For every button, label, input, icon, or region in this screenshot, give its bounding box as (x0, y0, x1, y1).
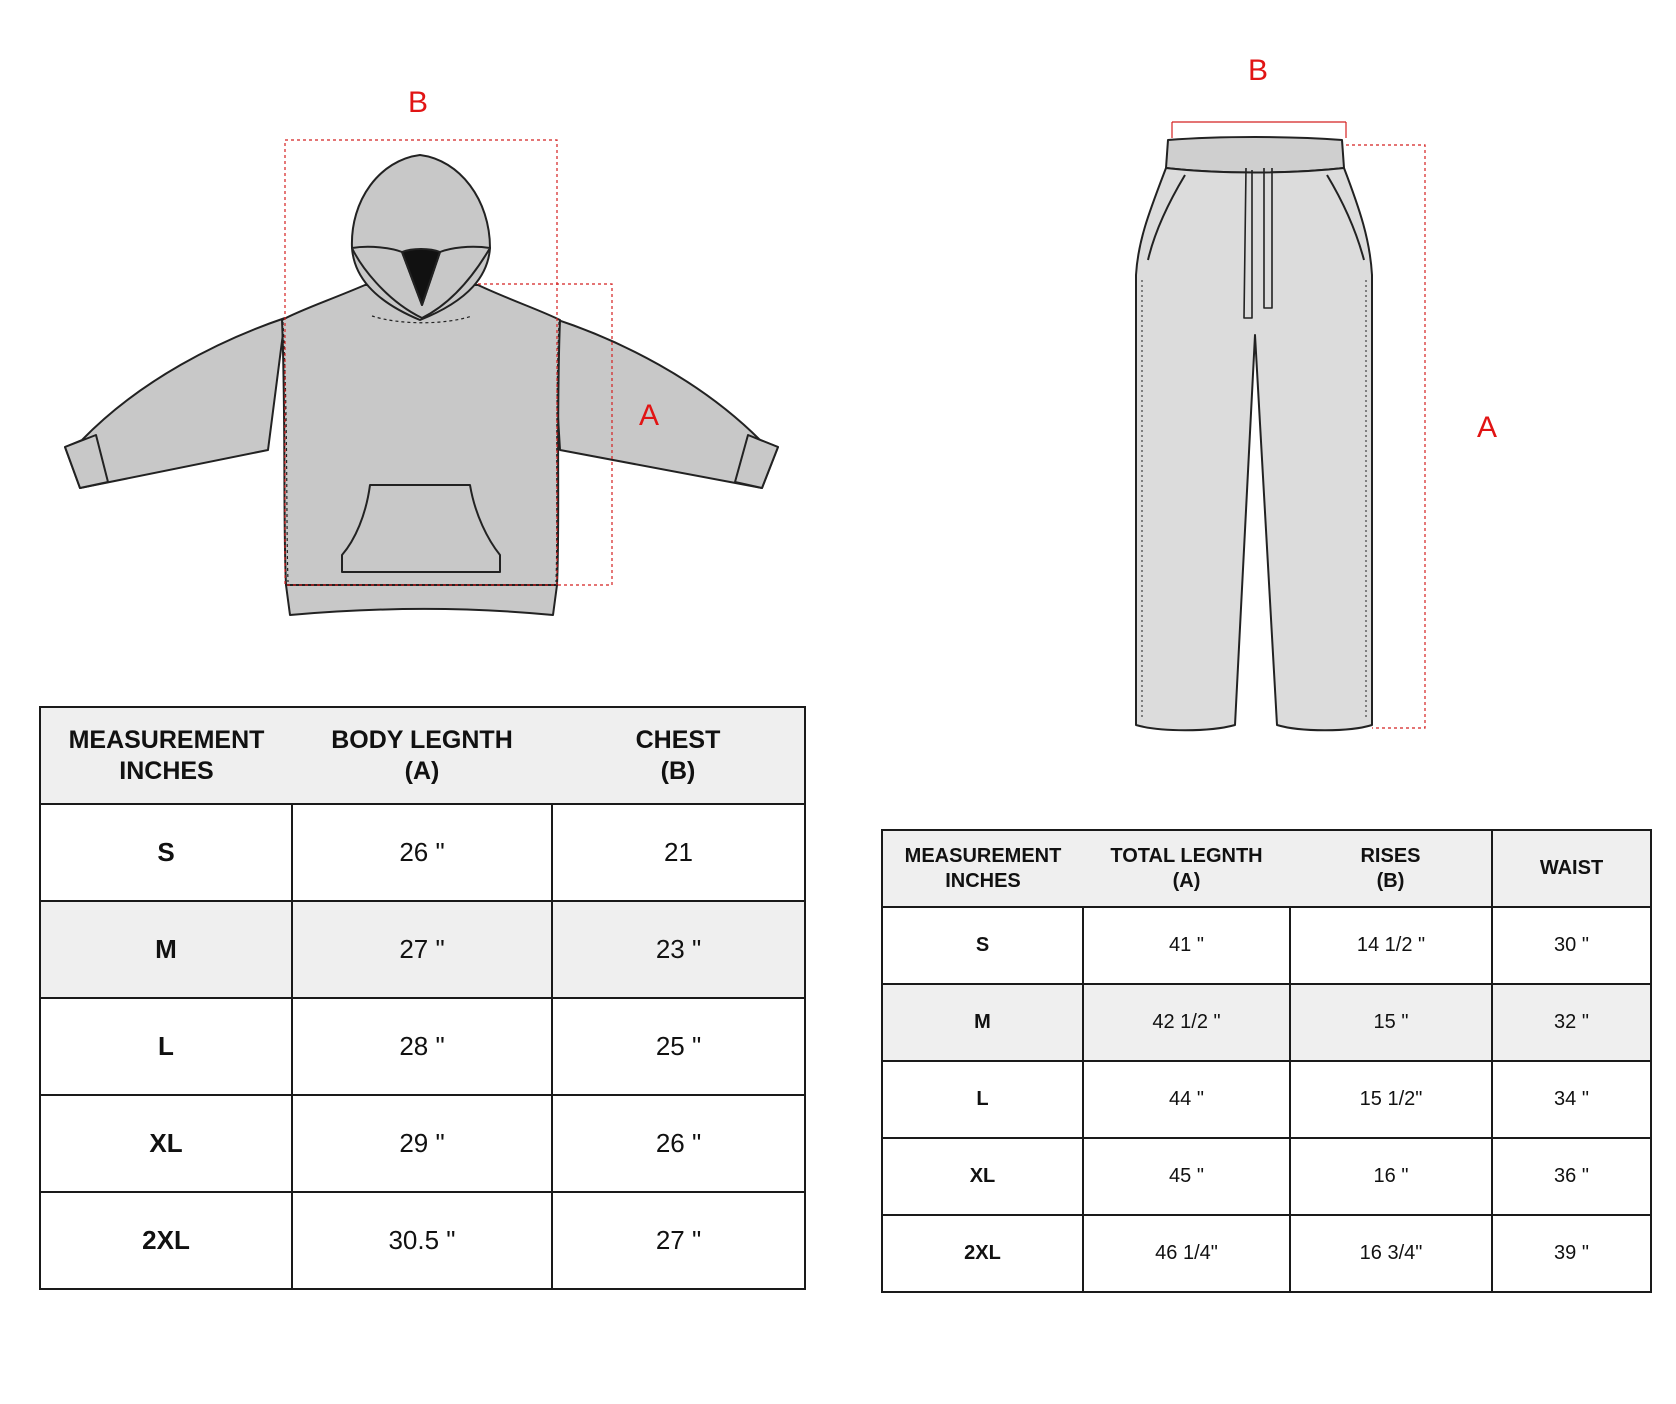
header-line: MEASUREMENT (68, 725, 265, 754)
waist-cell: 36 " (1492, 1138, 1651, 1215)
table-row (882, 1061, 1651, 1138)
waist-cell: 30 " (1492, 907, 1651, 984)
header-line: (A) (404, 756, 440, 785)
rises-cell: 14 1/2 " (1290, 907, 1492, 984)
table-row (40, 901, 805, 998)
size-cell: L (40, 998, 292, 1095)
size-cell: 2XL (40, 1192, 292, 1289)
header-line: MEASUREMENT (904, 844, 1062, 867)
table-row (40, 1192, 805, 1289)
waist-cell: 39 " (1492, 1215, 1651, 1292)
header-line: (B) (660, 756, 696, 785)
header-body-length (292, 707, 552, 804)
pants-length-marker: A (1476, 411, 1498, 444)
header-line: (A) (1172, 869, 1201, 892)
chest-cell: 25 " (552, 998, 805, 1095)
body-length-cell: 30.5 " (292, 1192, 552, 1289)
table-row (40, 998, 805, 1095)
size-cell: XL (40, 1095, 292, 1192)
table-row (882, 907, 1651, 984)
total-length-cell: 44 " (1083, 1061, 1290, 1138)
header-chest (552, 707, 805, 804)
header-line: BODY LEGNTH (331, 725, 513, 754)
header-measurement (40, 707, 292, 804)
total-length-cell: 41 " (1083, 907, 1290, 984)
header-line: TOTAL LEGNTH (1110, 844, 1263, 867)
waist-cell: 34 " (1492, 1061, 1651, 1138)
rises-cell: 16 3/4" (1290, 1215, 1492, 1292)
pants-waist-marker: B (1247, 54, 1269, 87)
header-line: INCHES (119, 756, 214, 785)
header-line: INCHES (945, 869, 1021, 892)
size-cell: 2XL (882, 1215, 1083, 1292)
size-cell: M (40, 901, 292, 998)
header-line: RISES (1360, 844, 1421, 867)
table-row (882, 984, 1651, 1061)
header-rises (1290, 830, 1492, 907)
pants-illustration (1136, 137, 1372, 730)
header-line: (B) (1376, 869, 1405, 892)
table-row (40, 1095, 805, 1192)
total-length-cell: 45 " (1083, 1138, 1290, 1215)
waist-cell: 32 " (1492, 984, 1651, 1061)
rises-cell: 15 " (1290, 984, 1492, 1061)
total-length-cell: 46 1/4" (1083, 1215, 1290, 1292)
chest-cell: 21 (552, 804, 805, 901)
hoodie-size-table (39, 706, 806, 1290)
rises-cell: 15 1/2" (1290, 1061, 1492, 1138)
body-length-cell: 27 " (292, 901, 552, 998)
chest-cell: 26 " (552, 1095, 805, 1192)
table-row (882, 1215, 1651, 1292)
body-length-cell: 26 " (292, 804, 552, 901)
size-cell: S (882, 907, 1083, 984)
total-length-cell: 42 1/2 " (1083, 984, 1290, 1061)
pants-size-table (881, 829, 1652, 1293)
hoodie-chest-marker: B (407, 86, 429, 119)
header-line: CHEST (635, 725, 721, 754)
table-header-row (882, 830, 1651, 907)
rises-cell: 16 " (1290, 1138, 1492, 1215)
size-cell: XL (882, 1138, 1083, 1215)
size-cell: M (882, 984, 1083, 1061)
header-total-length (1083, 830, 1290, 907)
chest-cell: 23 " (552, 901, 805, 998)
body-length-cell: 29 " (292, 1095, 552, 1192)
header-line: WAIST (1539, 857, 1604, 879)
hoodie-length-marker: A (638, 399, 660, 432)
chest-cell: 27 " (552, 1192, 805, 1289)
body-length-cell: 28 " (292, 998, 552, 1095)
header-measurement (882, 830, 1083, 907)
table-header-row (40, 707, 805, 804)
header-waist (1492, 830, 1651, 907)
table-row (882, 1138, 1651, 1215)
hoodie-illustration (65, 155, 778, 615)
size-cell: L (882, 1061, 1083, 1138)
size-cell: S (40, 804, 292, 901)
table-row (40, 804, 805, 901)
